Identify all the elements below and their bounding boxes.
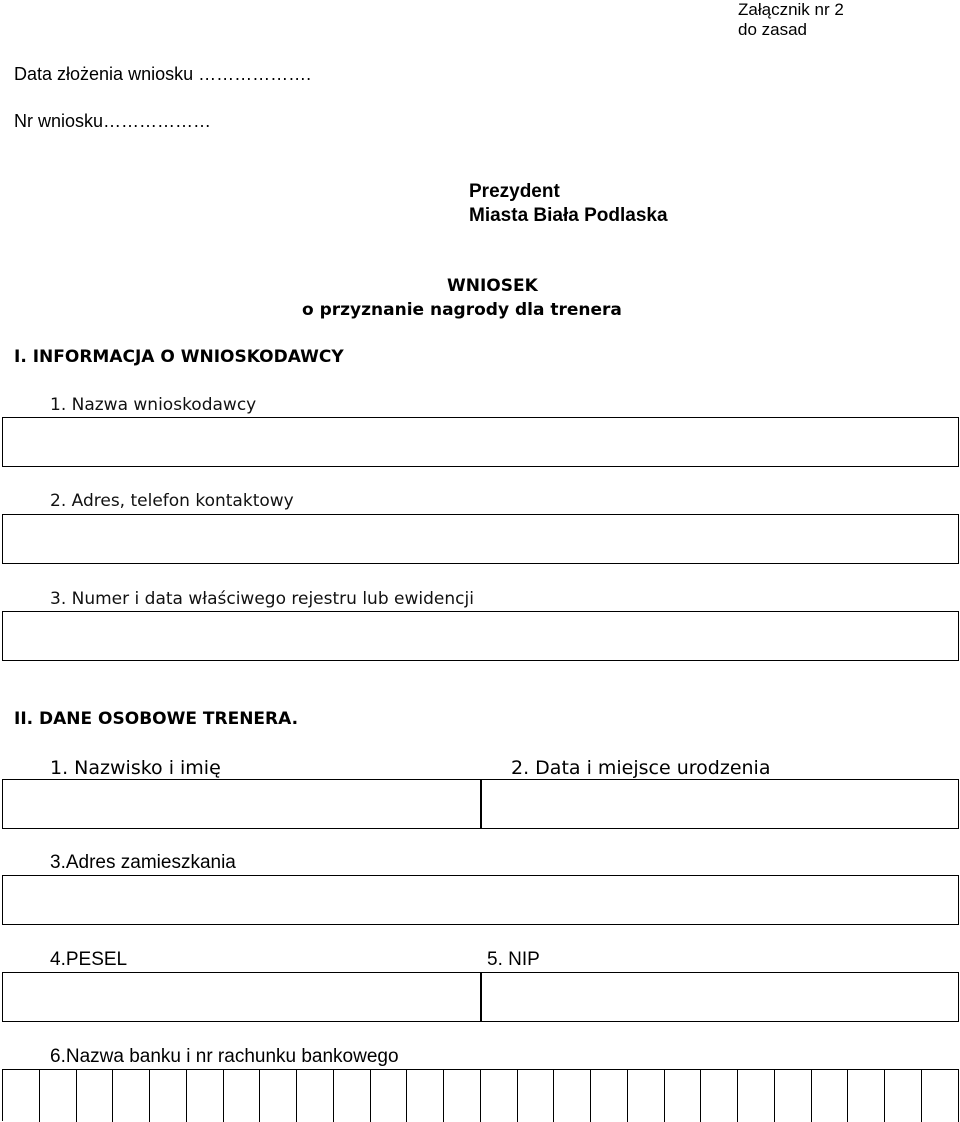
- registry-number-field[interactable]: [2, 611, 959, 661]
- residence-address-field[interactable]: [2, 875, 959, 925]
- account-digit-cell[interactable]: [518, 1070, 555, 1122]
- recipient-office: Miasta Biała Podlaska: [469, 205, 668, 226]
- account-digit-cell[interactable]: [444, 1070, 481, 1122]
- account-digit-cell[interactable]: [150, 1070, 187, 1122]
- nip-label: 5. NIP: [487, 949, 540, 970]
- account-digit-cell[interactable]: [224, 1070, 261, 1122]
- application-number-line: Nr wniosku………………: [14, 111, 212, 131]
- account-digit-cell[interactable]: [371, 1070, 408, 1122]
- document-subtitle: o przyznanie nagrody dla trenera: [302, 300, 622, 320]
- birth-date-place-label: 2. Data i miejsce urodzenia: [511, 757, 771, 779]
- account-digit-cell[interactable]: [3, 1070, 40, 1122]
- account-digit-cell[interactable]: [812, 1070, 849, 1122]
- account-digit-cell[interactable]: [113, 1070, 150, 1122]
- applicant-name-field[interactable]: [2, 417, 959, 467]
- annex-label: Załącznik nr 2: [738, 0, 844, 19]
- account-digit-cell[interactable]: [628, 1070, 665, 1122]
- account-digit-cell[interactable]: [40, 1070, 77, 1122]
- nip-field[interactable]: [482, 973, 958, 1021]
- account-digit-cell[interactable]: [775, 1070, 812, 1122]
- account-digit-cell[interactable]: [591, 1070, 628, 1122]
- account-digit-cell[interactable]: [554, 1070, 591, 1122]
- field-divider: [480, 972, 482, 1022]
- account-digit-cell[interactable]: [297, 1070, 334, 1122]
- annex-reference: do zasad: [738, 20, 807, 39]
- applicant-address-field[interactable]: [2, 514, 959, 564]
- account-digit-cell[interactable]: [260, 1070, 297, 1122]
- account-digit-cell[interactable]: [738, 1070, 775, 1122]
- bank-account-label: 6.Nazwa banku i nr rachunku bankowego: [50, 1046, 399, 1067]
- account-digit-cell[interactable]: [922, 1070, 959, 1122]
- applicant-name-label: 1. Nazwa wnioskodawcy: [50, 395, 257, 415]
- residence-address-label: 3.Adres zamieszkania: [50, 852, 236, 873]
- submission-date-line: Data złożenia wniosku ……………….: [14, 64, 312, 84]
- birth-date-place-field[interactable]: [482, 780, 958, 828]
- account-digit-cell[interactable]: [848, 1070, 885, 1122]
- account-digit-cell[interactable]: [481, 1070, 518, 1122]
- account-digit-cell[interactable]: [665, 1070, 702, 1122]
- account-digit-cell[interactable]: [407, 1070, 444, 1122]
- account-digit-cell[interactable]: [701, 1070, 738, 1122]
- field-divider: [480, 779, 482, 829]
- document-title: WNIOSEK: [447, 276, 538, 296]
- trainer-name-field[interactable]: [3, 780, 480, 828]
- pesel-label: 4.PESEL: [50, 949, 128, 970]
- account-digit-cell[interactable]: [885, 1070, 922, 1122]
- applicant-address-label: 2. Adres, telefon kontaktowy: [50, 491, 294, 511]
- recipient-title: Prezydent: [469, 181, 560, 202]
- registry-number-label: 3. Numer i data właściwego rejestru lub ewidencji: [50, 589, 474, 609]
- account-digit-cell[interactable]: [334, 1070, 371, 1122]
- pesel-field[interactable]: [3, 973, 480, 1021]
- section-heading-applicant: I. INFORMACJA O WNIOSKODAWCY: [14, 347, 344, 367]
- bank-account-grid: [2, 1069, 959, 1121]
- account-digit-cell[interactable]: [187, 1070, 224, 1122]
- account-digit-cell[interactable]: [77, 1070, 114, 1122]
- section-heading-trainer: II. DANE OSOBOWE TRENERA.: [14, 709, 299, 729]
- trainer-name-label: 1. Nazwisko i imię: [50, 757, 221, 779]
